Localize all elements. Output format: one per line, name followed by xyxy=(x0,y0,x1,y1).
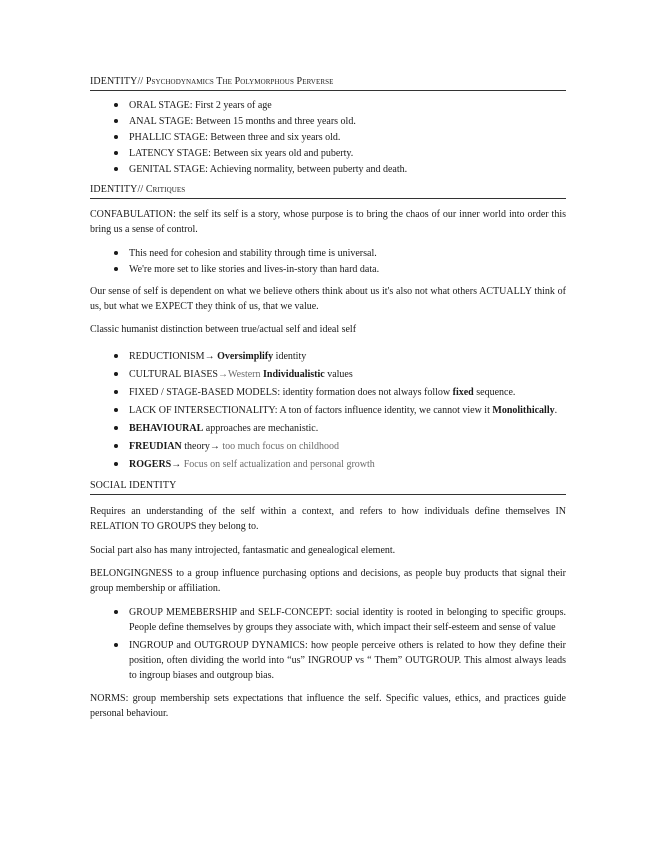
section-heading-psychodynamics xyxy=(90,74,566,91)
section-heading-social-identity: SOCIAL IDENTITY xyxy=(90,478,566,495)
list-item: GENITAL STAGE: Achieving normality, between puberty and death. xyxy=(90,162,566,177)
stage-list xyxy=(90,98,566,177)
social-paragraph-2: Social part also has many introjected, fantasmatic and genealogical element. xyxy=(90,545,396,556)
critique-list xyxy=(90,349,566,472)
heading-title: Psychodynamics The Polymorphous Perverse xyxy=(145,76,334,87)
humanist-paragraph: Classic humanist distinction between true/actual self and ideal self xyxy=(90,324,357,335)
heading-title: Critiques xyxy=(145,184,186,195)
list-item xyxy=(90,385,566,400)
list-item xyxy=(90,439,566,454)
list-item xyxy=(90,421,566,436)
arrow-icon: → xyxy=(171,459,182,470)
confabulation-list xyxy=(90,246,566,277)
item-text: sequence. xyxy=(473,387,516,398)
list-item xyxy=(90,349,566,364)
arrow-icon: → xyxy=(209,441,220,452)
heading-prefix: IDENTITY// xyxy=(90,76,146,87)
list-item: ORAL STAGE: First 2 years of age xyxy=(90,98,566,113)
section-heading-critiques xyxy=(90,182,566,199)
item-label: REDUCTIONISM xyxy=(129,351,205,362)
item-text: Focus on self actualization and personal growth xyxy=(181,459,375,470)
social-list xyxy=(90,605,566,683)
item-text: too much focus on childhood xyxy=(219,441,339,452)
item-emphasis: fixed xyxy=(452,387,474,398)
item-text: FIXED / STAGE-BASED MODELS: identity formation does not always follow xyxy=(129,387,453,398)
item-text: Western xyxy=(228,369,264,380)
item-text: approaches are mechanistic. xyxy=(203,423,319,434)
item-emphasis: FREUDIAN xyxy=(129,441,182,452)
list-item: INGROUP and OUTGROUP DYNAMICS: how people perceive others is related to how they define their position, often dividing the world into “us” INGROUP vs “ Them” OUTGROUP. This almost always leads to ingroup biases and outgroup bias. xyxy=(90,638,566,683)
document-page xyxy=(90,74,566,721)
item-label: CULTURAL BIASES xyxy=(129,369,218,380)
social-paragraph-1: Requires an understanding of the self within a context, and refers to how individuals define themselves IN RELATION TO GROUPS they belong to. xyxy=(90,506,566,532)
list-item: GROUP MEMEBERSHIP and SELF-CONCEPT: social identity is rooted in belonging to specific groups. People define themselves by groups they associate with, which impact their self-esteem and sense of value xyxy=(90,605,566,635)
arrow-icon: → xyxy=(204,351,215,362)
item-text: identity xyxy=(273,351,307,362)
list-item: ANAL STAGE: Between 15 months and three years old. xyxy=(90,114,566,129)
sense-of-self-paragraph: Our sense of self is dependent on what we believe others think about us it's also not what others ACTUALLY think of us, but what we EXPECT they think of us, that we value. xyxy=(90,286,566,312)
confabulation-paragraph: CONFABULATION: the self its self is a story, whose purpose is to bring the chaos of our inner world into order this bring us a sense of control. xyxy=(90,209,566,235)
list-item xyxy=(90,403,566,418)
item-emphasis: BEHAVIOURAL xyxy=(129,423,204,434)
item-text: theory xyxy=(181,441,210,452)
list-item xyxy=(90,457,566,472)
list-item: LATENCY STAGE: Between six years old and puberty. xyxy=(90,146,566,161)
list-item: PHALLIC STAGE: Between three and six years old. xyxy=(90,130,566,145)
item-emphasis: Oversimplify xyxy=(217,351,274,362)
item-emphasis: Individualistic xyxy=(263,369,325,380)
list-item xyxy=(90,367,566,382)
heading-prefix: IDENTITY// xyxy=(90,184,146,195)
belongingness-paragraph: BELONGINGNESS to a group influence purchasing options and decisions, as people buy products that signal their group membership or affiliation. xyxy=(90,568,566,594)
list-item: This need for cohesion and stability through time is universal. xyxy=(90,246,566,261)
item-emphasis: ROGERS xyxy=(129,459,172,470)
item-emphasis: Monolithically xyxy=(492,405,555,416)
item-text: LACK OF INTERSECTIONALITY: A ton of factors influence identity, we cannot view it xyxy=(129,405,493,416)
item-text: values xyxy=(324,369,353,380)
arrow-icon: → xyxy=(218,369,228,380)
item-text: . xyxy=(554,405,558,416)
norms-paragraph: NORMS: group membership sets expectations that influence the self. Specific values, ethics, and practices guide personal behaviour. xyxy=(90,693,566,719)
list-item: We're more set to like stories and lives-in-story than hard data. xyxy=(90,262,566,277)
